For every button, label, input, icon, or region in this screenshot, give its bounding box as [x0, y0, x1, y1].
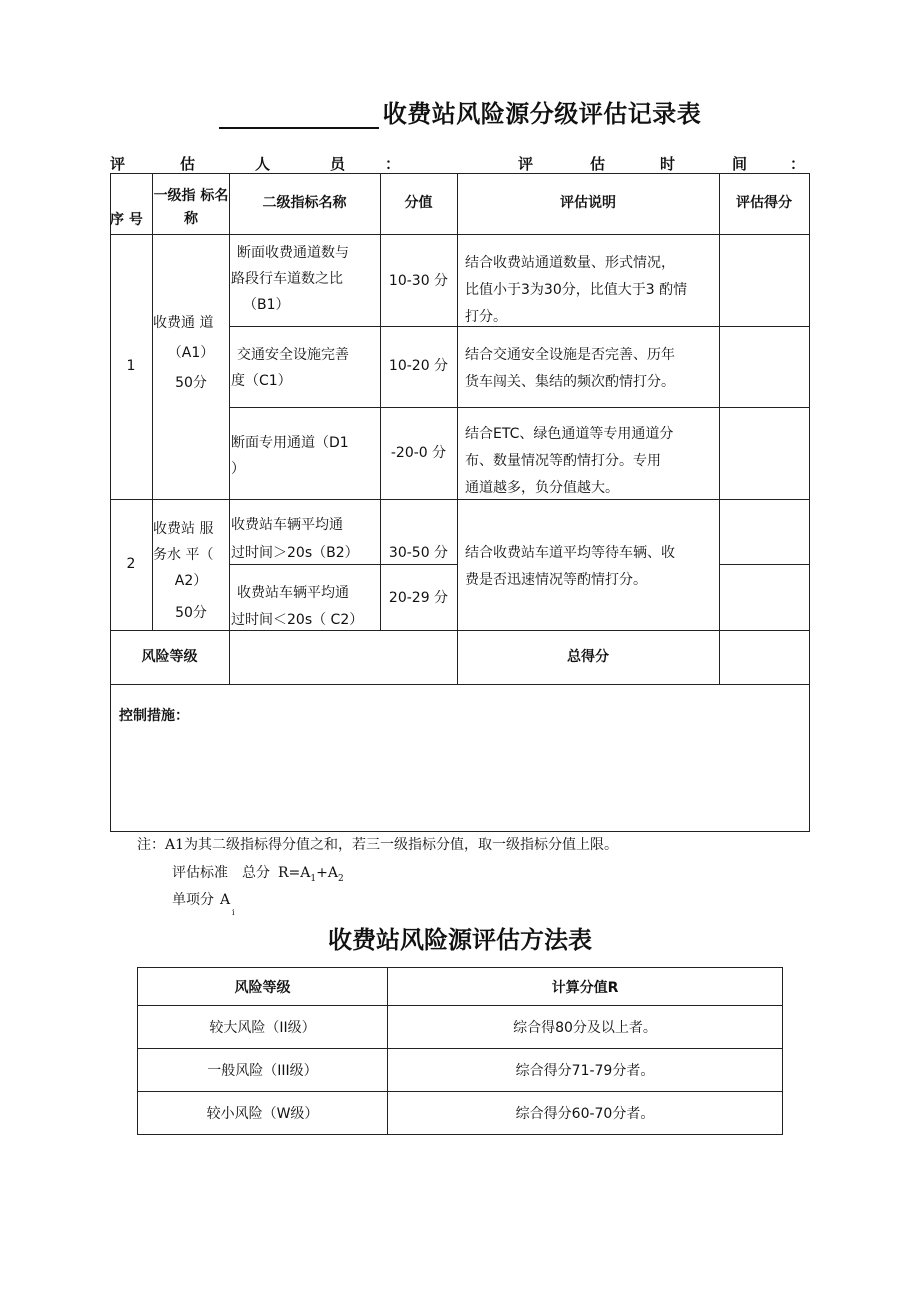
group1-seq: 1: [126, 358, 136, 374]
row-b2-c2-desc: 结合收费站车道平均等待车辆、收 费是否迅速情况等酌情打分。: [465, 545, 675, 588]
row-d1-desc: 结合ETC、绿色通道等专用通道分 布、数量情况等酌情打分。专用 通道越多，负分值越大。: [465, 426, 674, 496]
row-c1-score: 10-20 分: [388, 358, 449, 374]
note-line-3-sub: i: [232, 908, 235, 917]
table-row: 较大风险（II级） 综合得80分及以上者。: [138, 1006, 783, 1049]
method-table-title: 收费站风险源评估方法表: [328, 926, 592, 954]
risk-level-label: 风险等级: [141, 649, 198, 665]
note-line-2: 评估标准 总分 $R=A_1+A_2$: [172, 865, 344, 884]
table-row: 较小风险（W级） 综合得分60-70分者。: [138, 1092, 783, 1135]
table-row: 一般风险（III级） 综合得分71-79分者。: [138, 1049, 783, 1092]
table-row: [138, 968, 783, 1006]
row-b2-score: 30-50 分: [388, 545, 449, 561]
control-measures-label: 控制措施：: [119, 708, 189, 724]
header-level2: 二级指标名称: [262, 195, 347, 211]
row-c2-score: 20-29 分: [388, 590, 449, 606]
total-score-label: 总得分: [567, 649, 609, 665]
row-d1-score: -20-0 分: [390, 445, 447, 461]
title-blank-line[interactable]: [219, 103, 379, 129]
row-d1-name: 断面专用通道（D1 ）: [231, 435, 349, 477]
row-b1-desc: 结合收费站通道数量、形式情况， 比值小于3为30分，比值大于3 酌情 打分。: [465, 255, 688, 325]
total-score-value[interactable]: [720, 631, 809, 683]
row-c2-name: 收费站车辆平均通 过时间＜20s（ C2）: [231, 585, 364, 628]
row-c1-name: 交通安全设施完善 度（C1）: [231, 347, 349, 389]
method-header-score: 计算分值R: [388, 968, 783, 1006]
method-table: [137, 967, 783, 1135]
header-score: 分值: [404, 195, 433, 211]
row-b1-name: 断面收费通道数与 路段行车道数之比 （B1）: [231, 245, 349, 313]
group1-level1: 收费通 道 （A1） 50分: [153, 315, 215, 391]
note-line-3: 单项分 A: [172, 892, 231, 908]
assessor-line: 评 估 人 员 ： 评 估 时 间 ：: [110, 155, 806, 173]
risk-level-value[interactable]: [230, 631, 456, 683]
row-c1-desc: 结合交通安全设施是否完善、历年 货车闯关、集结的频次酌情打分。: [465, 347, 675, 390]
group2-seq: 2: [126, 556, 136, 572]
note-line-1: 注：A1为其二级指标得分值之和，若三一级指标分值，取一级指标分值上限。: [137, 837, 619, 853]
header-level1: 一级指 标名称: [153, 188, 229, 227]
method-header-level: 风险等级: [138, 968, 388, 1006]
control-measures-field[interactable]: [111, 730, 809, 830]
group2-level1: 收费站 服 务水 平（ A2） 50分: [153, 521, 214, 621]
row-b2-name: 收费站车辆平均通 过时间＞20s（B2）: [231, 517, 359, 561]
row-b1-score: 10-30 分: [388, 273, 449, 289]
header-desc: 评估说明: [560, 195, 616, 211]
header-result: 评估得分: [736, 195, 792, 211]
page-title: 收费站风险源分级评估记录表: [0, 94, 920, 129]
header-seq: 序 号: [110, 212, 143, 228]
